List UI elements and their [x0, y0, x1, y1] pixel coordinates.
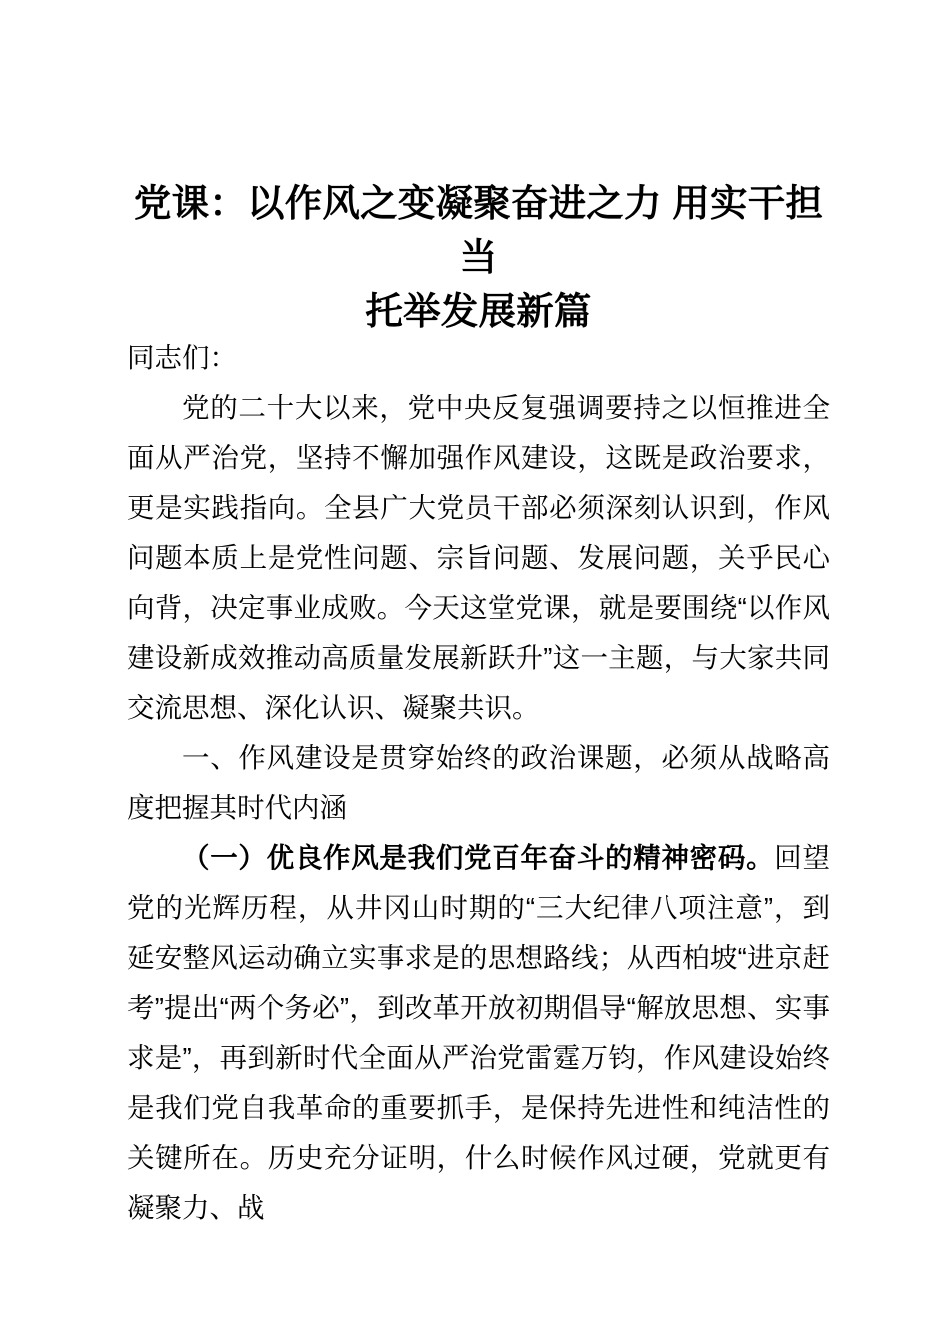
paragraph-intro: 党的二十大以来，党中央反复强调要持之以恒推进全面从严治党，坚持不懈加强作风建设，这既是政治要求，更是实践指向。全县广大党员干部必须深刻认识到，作风问题本质上是党性问题、宗旨问题、发展问题，关乎民心向背，决定事业成败。今天这堂党课，就是要围绕“以作风建设新成效推动高质量发展新跃升”这一主题，与大家共同交流思想、深化认识、凝聚共识。	[127, 392, 830, 723]
paragraph-salutation: 同志们：	[127, 342, 237, 373]
page-title-line-2: 托举发展新篇	[365, 290, 592, 332]
document-body	[127, 333, 830, 1233]
section-heading-1: 一、作风建设是贯穿始终的政治课题，必须从战略高度把握其时代内涵	[127, 742, 830, 823]
page-title-line-1: 党课：以作风之变凝聚奋进之力 用实干担当	[133, 182, 824, 278]
subsection-heading-1-1: （一）优良作风是我们党百年奋斗的精神密码。	[182, 842, 775, 873]
paragraph-section-1-1	[127, 833, 830, 1233]
paragraph-section-1-1-text: 回望党的光辉历程，从井冈山时期的“三大纪律八项注意”，到延安整风运动确立实事求是的思想路线；从西柏坡“进京赶考”提出“两个务必”，到改革开放初期倡导“解放思想、实事求是”，再到新时代全面从严治党雷霆万钧，作风建设始终是我们党自我革命的重要抓手，是保持先进性和纯洁性的关键所在。历史充分证明，什么时候作风过硬，党就更有凝聚力、战	[127, 842, 831, 1223]
page-title	[127, 176, 830, 338]
